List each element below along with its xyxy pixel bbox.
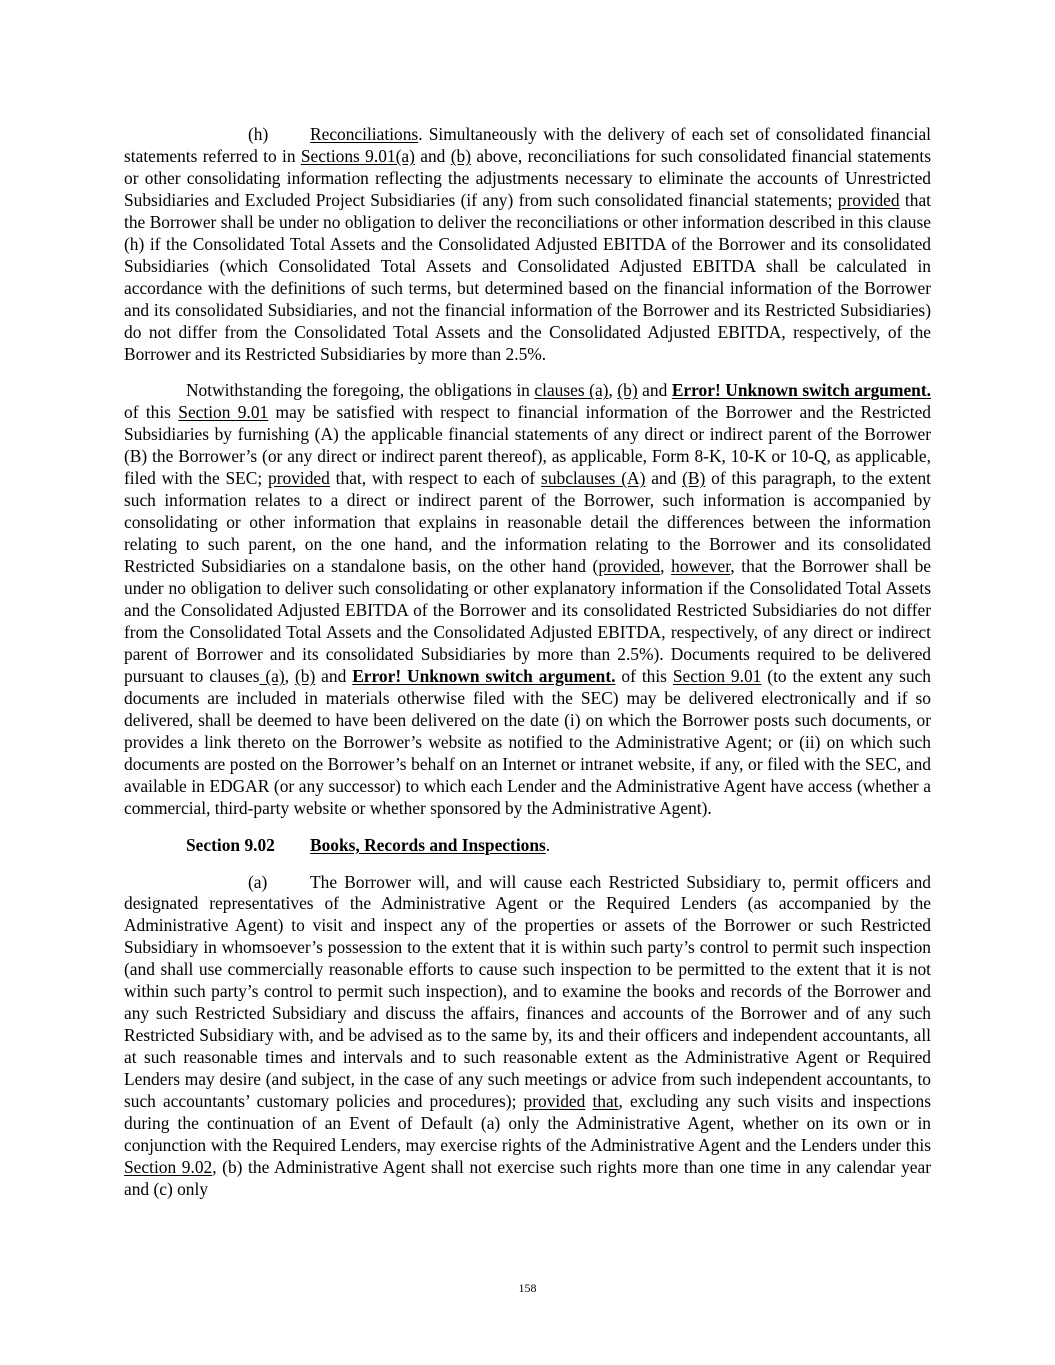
clause-reference: (a) xyxy=(259,665,285,686)
paragraph-a-inspections xyxy=(124,872,931,1201)
section-heading xyxy=(124,835,931,857)
heading-period: . xyxy=(545,834,551,855)
clause-label: (a) xyxy=(248,871,268,892)
body-text: and xyxy=(645,468,683,489)
field-error-text: Error! Unknown switch argument. xyxy=(671,380,931,401)
section-reference: Section 9.02 xyxy=(124,1156,213,1177)
body-text: of this xyxy=(615,665,673,686)
body-text: and xyxy=(637,380,672,401)
document-page xyxy=(124,124,931,1201)
that-term: that xyxy=(592,1091,619,1112)
body-text: , xyxy=(660,556,672,577)
body-text: that, with respect to each of xyxy=(329,468,542,489)
section-number: Section 9.02 xyxy=(186,834,275,855)
body-text: and xyxy=(315,665,353,686)
provided-term: provided xyxy=(837,189,900,210)
section-reference: Sections 9.01(a) xyxy=(300,145,415,166)
section-reference: Section 9.01 xyxy=(672,665,762,686)
body-text: and xyxy=(414,145,451,166)
clause-reference: (b) xyxy=(450,145,472,166)
body-text: The Borrower will, and will cause each Restricted Subsidiary to, permit officers and designated representatives of the Administrative Agent or the Required Lenders (as accompanied by the Administrative Agent) to visit and inspect any of the properties or assets of the Borrower or such Restricted Subsidiary in whomsoever’s possession to the extent that it is within such party’s control to permit such inspection (and shall use commercially reasonable efforts to cause such inspection to be permitted to the extent that it is not within such party’s control to permit such inspection), and to examine the books and records of the Borrower and any such Restricted Subsidiary and discuss the affairs, finances and accounts of the Borrower and of any such Restricted Subsidiary with, and be advised as to the same by, its and their officers and independent accountants, all at such reasonable times and intervals and to such reasonable extent as the Administrative Agent or Required Lenders may desire (and subject, in the case of any such meetings or advice from such independent accountants, to such accountants’ customary policies and procedures); xyxy=(124,871,931,1112)
page-number: 158 xyxy=(518,1281,537,1295)
body-text: that the Borrower shall be under no obligation to deliver the reconciliations or other information described in this clause (h) if the Consolidated Total Assets and the Consolidated Adjusted EBITDA of the Borrower and its consolidated Subsidiaries (which Consolidated Total Assets and Consolidated Adjusted EBITDA shall be calculated in accordance with the definitions of such terms, but determined based on the financial information of the Borrower and its consolidated Subsidiaries, and not the financial information of the Borrower and its Restricted Subsidiaries) do not differ from the Consolidated Total Assets and the Consolidated Adjusted EBITDA, respectively, of the Borrower and its Restricted Subsidiaries by more than 2.5%. xyxy=(124,189,931,364)
body-text: above, reconciliations for such consolidated financial statements or other consolidating information reflecting the adjustments necessary to eliminate the accounts of Unrestricted Subsidiaries and Excluded Project Subsidiaries (if any) from such consolidated financial statements; xyxy=(124,145,932,210)
provided-term: provided xyxy=(598,556,661,577)
subclause-reference: (B) xyxy=(682,468,706,489)
clause-reference: clauses (a) xyxy=(534,380,609,401)
section-title: Books, Records and Inspections xyxy=(310,834,546,855)
body-text: Notwithstanding the foregoing, the obligations in xyxy=(186,380,535,401)
clause-reference: (b) xyxy=(617,380,638,401)
however-term: however xyxy=(671,556,731,577)
body-text: , excluding any such visits and inspections during the continuation of an Event of Default (a) only the Administrative Agent, whether on its own or in conjunction with the Required Lenders, may exercise rights of the Administrative Agent and the Lenders under this xyxy=(124,1091,931,1155)
body-text: of this paragraph, to the extent such information relates to a direct or indirect parent of the Borrower, such information is accompanied by consolidating or other information that explains in reasonable detail the differences between the information relating to such parent, on the one hand, and the information relating to the Borrower and its consolidated Restricted Subsidiaries on a standalone basis, on the other hand ( xyxy=(124,468,931,577)
body-text: of this xyxy=(124,402,179,423)
body-text: . Simultaneously with the delivery of each set of consolidated financial statements referred to in xyxy=(124,124,931,166)
provided-term: provided xyxy=(268,468,330,489)
clause-title: Reconciliations xyxy=(310,124,419,144)
subclause-reference: subclauses (A) xyxy=(541,468,646,489)
body-text: , (b) the Administrative Agent shall not exercise such rights more than one time in any calendar year and (c) only xyxy=(124,1156,931,1199)
body-text: , xyxy=(608,380,618,401)
paragraph-notwithstanding xyxy=(124,380,931,819)
body-text: , that the Borrower shall be under no obligation to deliver such consolidating or other explanatory information if the Consolidated Total Assets and the Consolidated Adjusted EBITDA of the Borrower and its consolidated Restricted Subsidiaries do not differ from the Consolidated Total Assets and the Consolidated Adjusted EBITDA, respectively, of any direct or indirect parent of Borrower and its consolidated Subsidiaries by more than 2.5%). Documents required to be delivered pursuant to clauses xyxy=(124,556,932,686)
paragraph-h-reconciliations xyxy=(124,124,931,365)
section-reference: Section 9.01 xyxy=(178,402,269,423)
clause-reference: (b) xyxy=(294,665,316,686)
clause-label: (h) xyxy=(248,124,269,144)
body-text: , xyxy=(284,665,295,686)
provided-term: provided xyxy=(523,1091,586,1112)
body-text: may be satisfied with respect to financial information of the Borrower and the Restricted Subsidiaries by furnishing (A) the applicable financial statements of any direct or indirect parent of the Borrower (B) the Borrower’s (or any direct or indirect parent thereof), as applicable, Form 8-K, 10-K or 10-Q, as applicable, filed with the SEC; xyxy=(124,402,931,489)
field-error-text: Error! Unknown switch argument. xyxy=(352,665,616,686)
body-text: (to the extent any such documents are included in materials otherwise filed with the SEC) may be delivered electronically and if so delivered, shall be deemed to have been delivered on the date (i) on which the Borrower posts such documents, or provides a link thereto on the Borrower’s website as notified to the Administrative Agent; or (ii) on which such documents are posted on the Borrower’s behalf on an Internet or intranet website, if any, or filed with the SEC, and available in EDGAR (or any successor) to which each Lender and the Administrative Agent have access (whether a commercial, third-party website or whether sponsored by the Administrative Agent). xyxy=(124,665,931,818)
